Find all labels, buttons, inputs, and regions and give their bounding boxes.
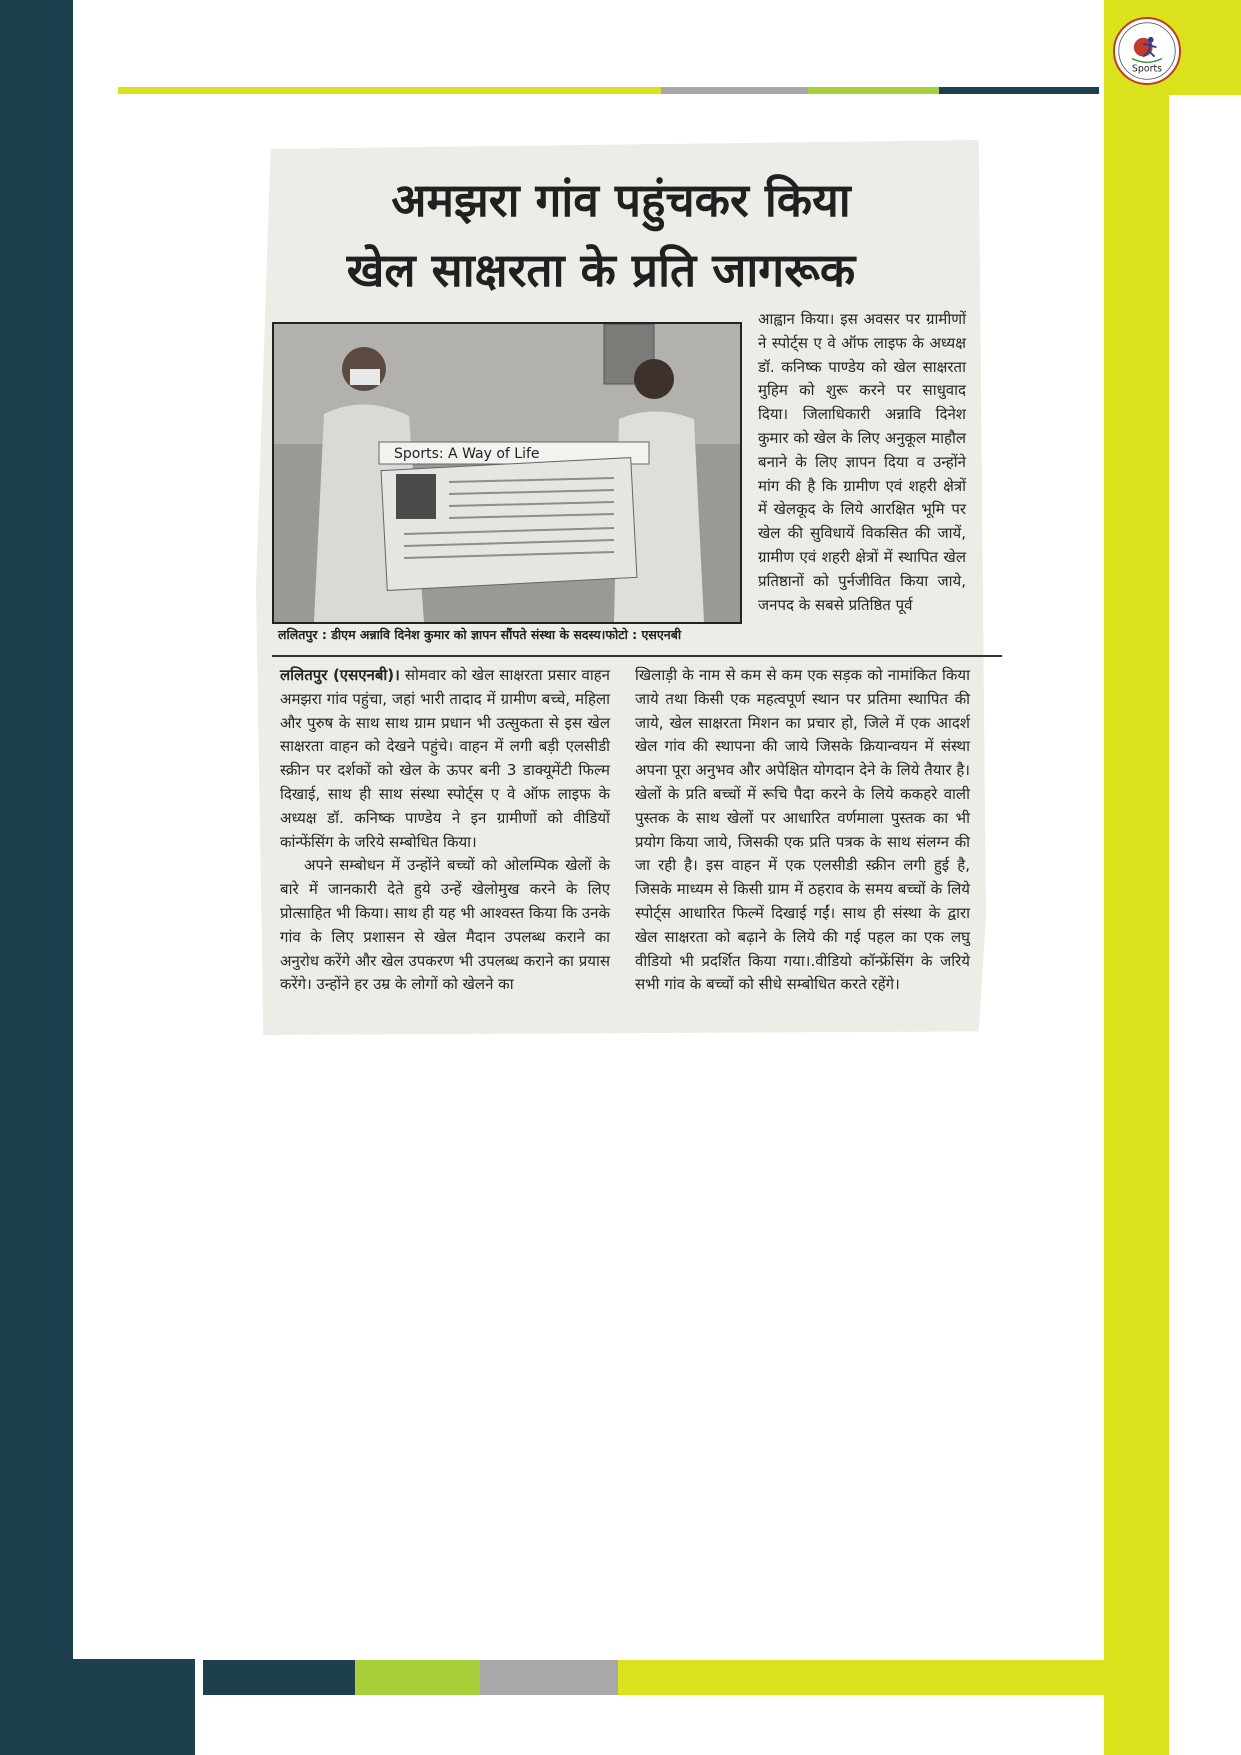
bottom-stripe-navy <box>203 1660 355 1695</box>
article-column-right: खिलाड़ी के नाम से कम से कम एक सड़क को नामांकित किया जाये तथा किसी एक महत्वपूर्ण स्थान पर प्रतिमा स्थापित की जाये, खेल साक्षरता मिशन का प्रचार हो, जिले में एक आदर्श खेल गांव की स्थापना की जाये जिसके क्रियान्वयन में संस्था अपना पूरा अनुभव और अपेक्षित योगदान देने के लिये तैयार है। खेलों के प्रति बच्चों में रूचि पैदा करने के लिये ककहरे वाली पुस्तक के साथ खेलों पर आधारित वर्णमाला पुस्तक का भी प्रयोग किया जाये, जिसकी एक प्रति पत्रक के साथ संलग्न की जा रही है। इस वाहन में एक एलसीडी स्क्रीन लगी हुई है, जिसके माध्यम से किसी ग्राम में ठहराव के समय बच्चों के लिये स्पोर्ट्स आधारित फिल्में दिखाई गईं। साथ ही संस्था के द्वारा खेल साक्षरता को बढ़ाने के लिये की गई पहल का एक लघु वीडियो भी प्रदर्शित किया गया।.वीडियो कॉन्फ्रेंसिंग के जरिये सभी गांव के बच्चों को सीधे सम्बोधित करते रहेंगे। <box>635 666 970 994</box>
article-photo <box>272 322 742 624</box>
right-lime-bar <box>1104 0 1169 1755</box>
top-stripe-green <box>808 87 939 94</box>
bottom-stripe-gray <box>480 1660 618 1695</box>
headline-line-2: खेल साक्षरता के प्रति जागरूक <box>346 243 856 297</box>
caption-divider <box>272 655 1002 657</box>
paragraph-2: अपने सम्बोधन में उन्होंने बच्चों को ओलम्पिक खेलों के बारे में जानकारी देते हुये उन्हें खेलोमुख करने के लिए प्रोत्साहित भी किया। साथ ही यह भी आश्वस्त किया कि उनके गांव के लिए प्रशासन से खेल मैदान उपलब्ध कराने का अनुरोध करेंगे और खेल उपकरण भी उपलब्ध कराने का प्रयास करेंगे। उन्होंने हर उम्र के लोगों को खेलने का <box>280 856 610 994</box>
dateline: ललितपुर (एसएनबी)। <box>280 666 400 684</box>
left-navy-bar <box>0 0 73 1755</box>
top-stripe-gray <box>661 87 808 94</box>
photo-scene <box>274 324 740 622</box>
photo-banner-text: Sports: A Way of Life <box>394 446 540 462</box>
top-color-stripe <box>118 87 1099 94</box>
sports-logo <box>1113 17 1181 85</box>
headline-line-1: अमझरा गांव पहुंचकर किया <box>391 173 851 227</box>
sheet-portrait <box>396 474 436 519</box>
article-column-upper-right: आह्वान किया। इस अवसर पर ग्रामीणों ने स्पोर्ट्स ए वे ऑफ लाइफ के अध्यक्ष डॉ. कनिष्क पाण्डेय को खेल साक्षरता मुहिम को शुरू करने पर साधुवाद दिया। जिलाधिकारी अन्नावि दिनेश कुमार को खेल के लिए अनुकूल माहौल बनाने के लिए ज्ञापन दिया व उन्होंने मांग की है कि ग्रामीण एवं शहरी क्षेत्रों में खेलकूद के लिये आरक्षित भूमि पर खेल की सुविधायें विकसित की जायें, ग्रामीण एवं शहरी क्षेत्रों में स्थापित खेल प्रतिष्ठानों को पुर्नजीवित किया जाये, जनपद के सबसे प्रतिष्ठित पूर्व <box>758 310 966 614</box>
left-navy-foot <box>0 1659 195 1755</box>
sports-logo-icon <box>1115 19 1179 83</box>
bottom-stripe-lime <box>618 1660 1131 1695</box>
newspaper-clipping <box>256 140 986 1035</box>
top-stripe-navy <box>939 87 1099 94</box>
logo-label: Sports <box>1131 63 1163 75</box>
article-column-left <box>280 664 610 997</box>
bottom-stripe-green <box>355 1660 480 1695</box>
bottom-color-stripe <box>203 1660 1131 1695</box>
top-stripe-lime <box>118 87 661 94</box>
person-right-head <box>634 359 674 399</box>
photo-caption: ललितपुर : डीएम अन्नावि दिनेश कुमार को ज्ञापन सौंपते संस्था के सदस्य।फोटो : एसएनबी <box>278 627 682 642</box>
paragraph-1: सोमवार को खेल साक्षरता प्रसार वाहन अमझरा गांव पहुंचा, जहां भारी तादाद में ग्रामीण बच्चे, महिला और पुरुष के साथ साथ ग्राम प्रधान भी उत्सुकता से इस खेल साक्षरता वाहन को देखने पहुंचे। वाहन में लगी बड़ी एलसीडी स्क्रीन पर दर्शकों को खेल के ऊपर बनी 3 डाक्यूमेंटी फिल्म दिखाई, साथ ही साथ संस्था स्पोर्ट्स ए वे ऑफ लाइफ के अध्यक्ष डॉ. कनिष्क पाण्डेय ने इन ग्रामीणों को वीडियों कांन्फेंसिंग के जरिये सम्बोधित किया। <box>280 666 610 851</box>
